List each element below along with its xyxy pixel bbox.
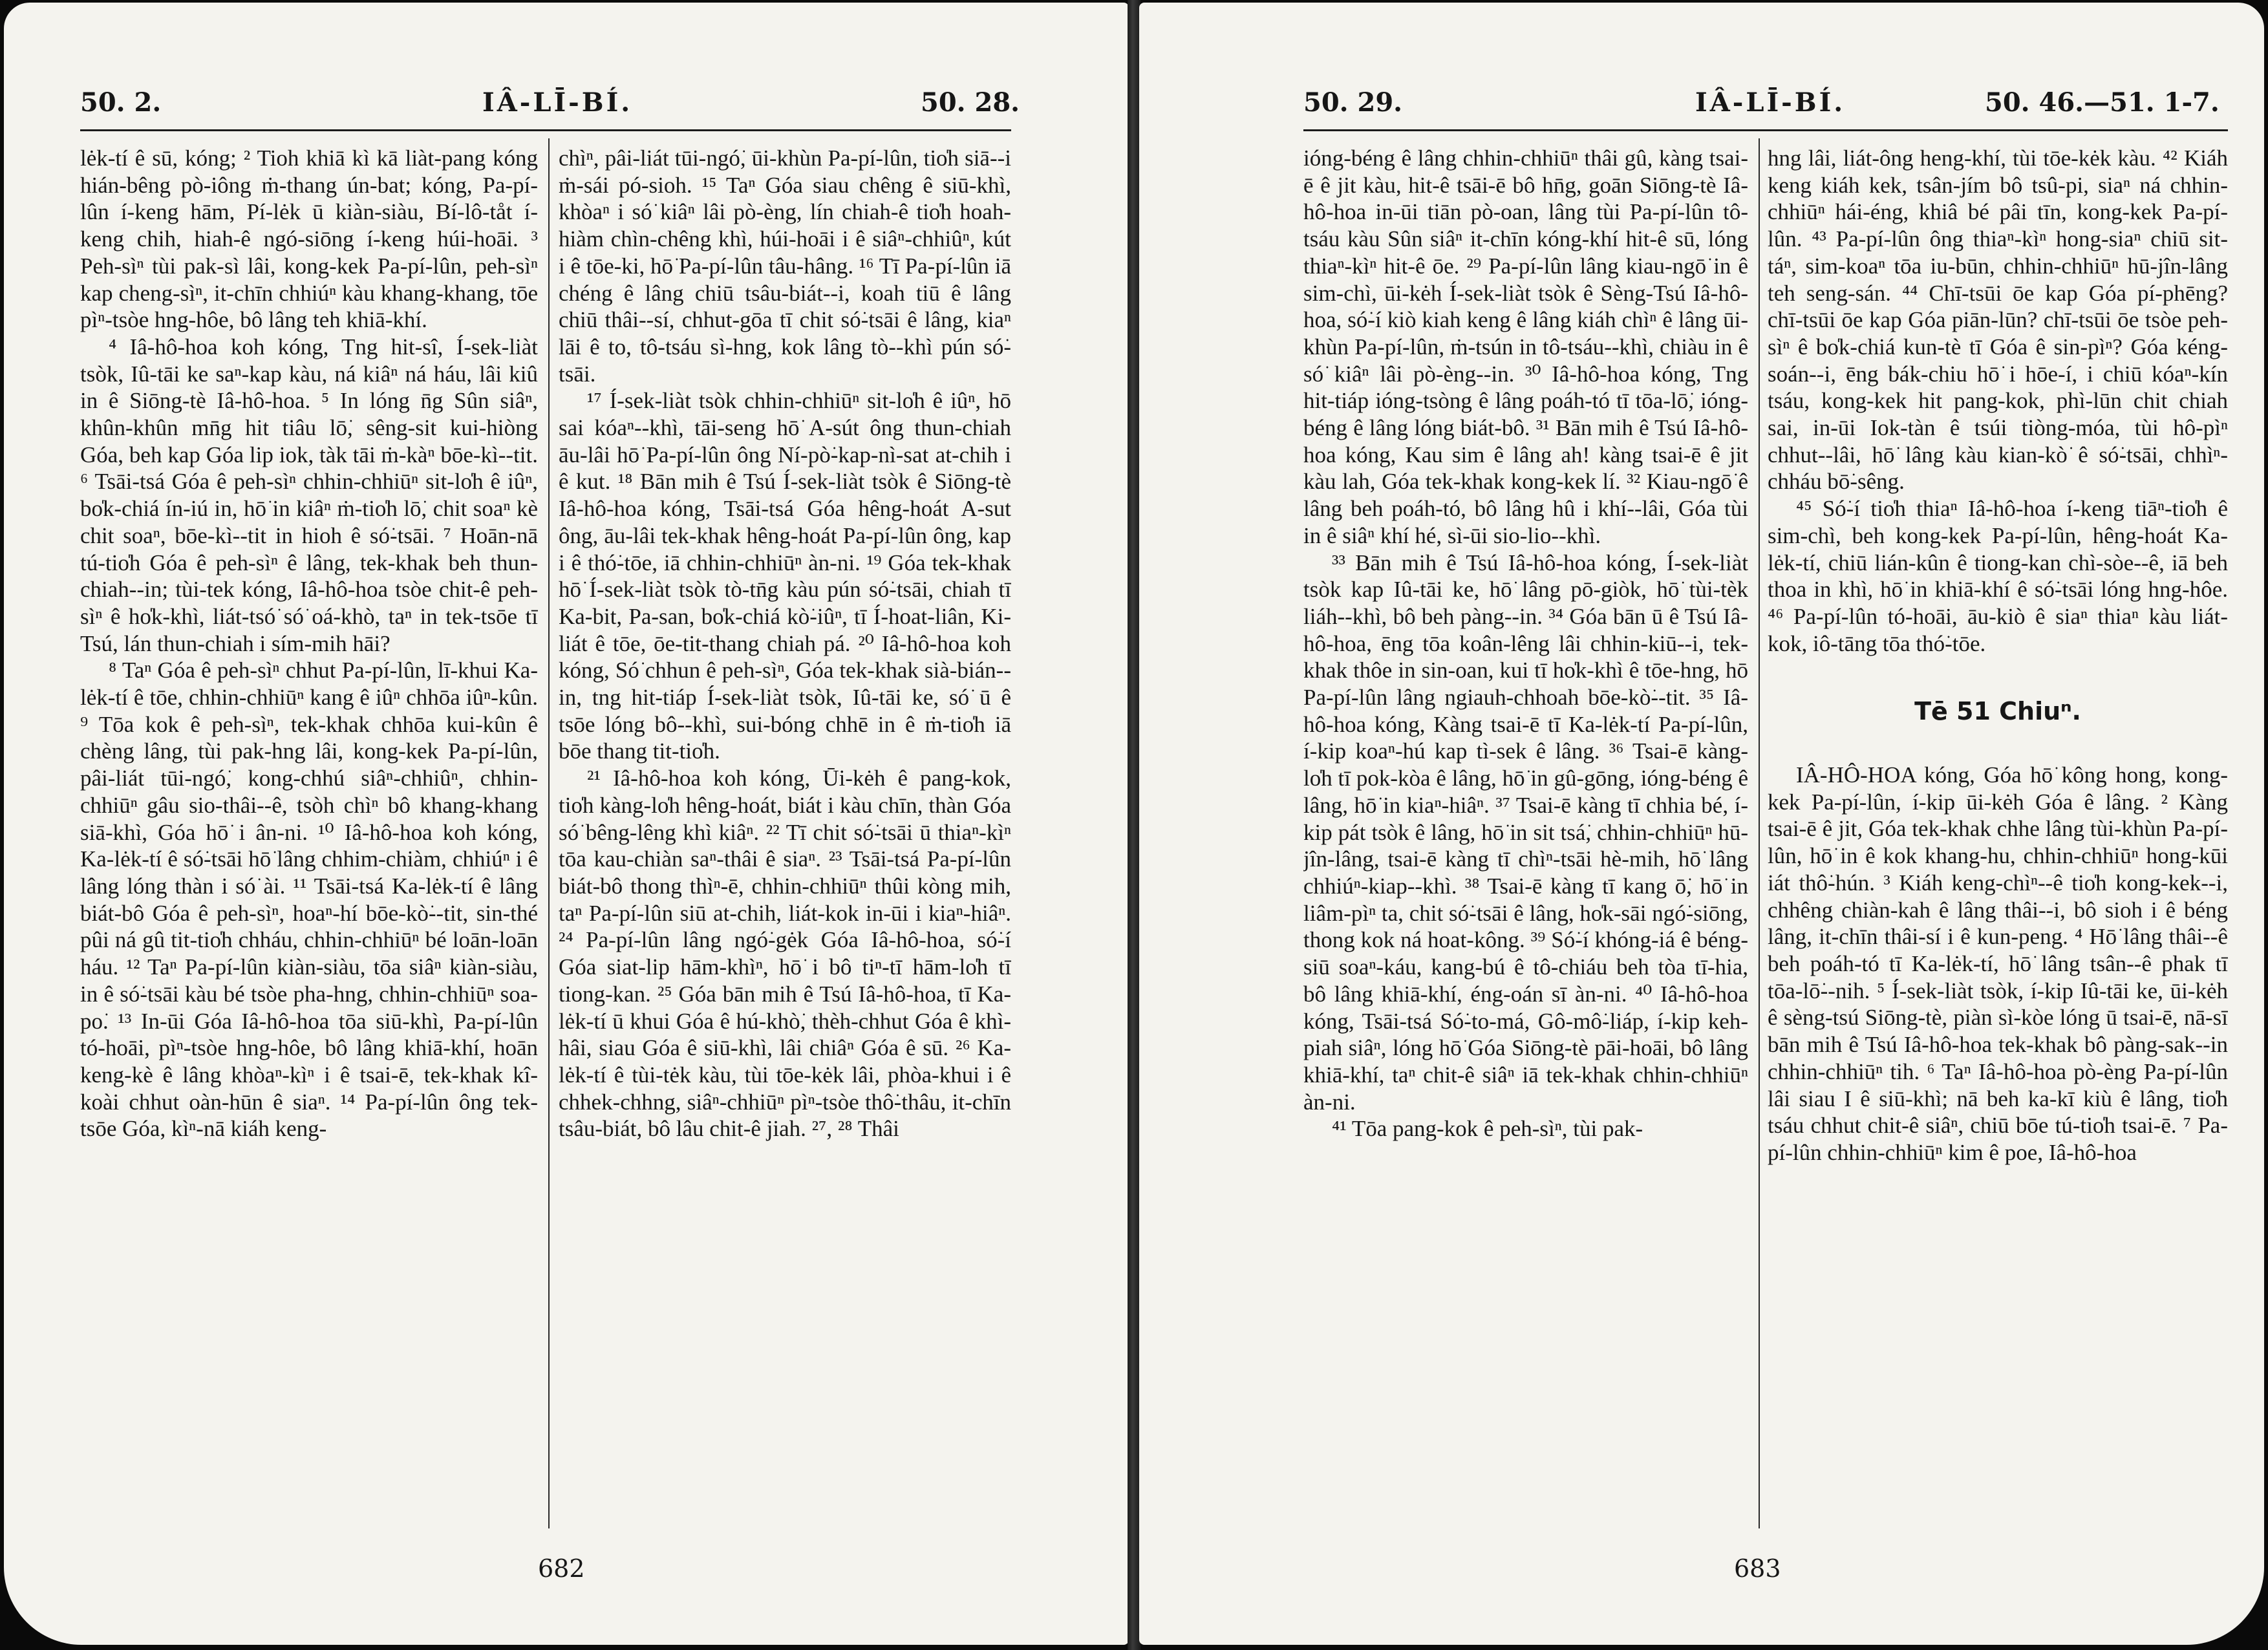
left-column-1	[80, 145, 538, 1528]
left-head-verse-end: 50. 28.	[921, 87, 1020, 118]
left-head-rule	[80, 129, 1011, 131]
right-column-1	[1303, 145, 1748, 1528]
paragraph: ⁴ Iâ-hô-hoa koh kóng, Tng hit-sî, Í-sek-liàt tsòk, Iû-tāi ke saⁿ-kap kàu, ná kiâⁿ ná háu, lâi kiû in ê Siōng-tè Iâ-hô-hoa. ⁵ In lóng n̄g Sûn siâⁿ, khûn-khûn mn̄g hit tiâu lō͘, sêng-sit kui-hiòng Góa, beh kap Góa lip iok, tàk tāi ṁ-kàⁿ bōe-kì--tit. ⁶ Tsāi-tsá Góa ê peh-sìⁿ chhin-chhiūⁿ sit-lo̍h ê iûⁿ, bo̍k-chiá ín-iú in, hō͘ in kiâⁿ ṁ-tio̍h lō͘, chit soaⁿ kè chit soaⁿ, bōe-kì--tit in hioh ê só͘-tsāi. ⁷ Hoān-nā tú-tio̍h Góa ê peh-sìⁿ ê lâng, tek-khak beh thun-chiah--in; tùi-tek kóng, Iâ-hô-hoa tsòe chit-ê peh-sìⁿ ê ho̍k-khì, liát-tsó͘ só͘ oá-khò, taⁿ in tek-tsōe tī Tsú, lán thun-chiah i sím-mih hāi?	[80, 334, 538, 656]
right-head-rule	[1303, 129, 2228, 131]
left-column-2	[559, 145, 1011, 1528]
left-column-divider	[548, 138, 550, 1528]
paragraph: ióng-béng ê lâng chhin-chhiūⁿ thâi gû, kàng tsai-ē ê jit kàu, hit-ê tsāi-ē bô hn̄g, goān Siōng-tè Iâ-hô-hoa in-ūi tiān pò-oan, lâng tùi Pa-pí-lûn tô-tsáu kàu Sûn siâⁿ it-chīn kóng-khí hit-ê sū, lóng thiaⁿ-kìⁿ hit-ê ōe. ²⁹ Pa-pí-lûn lâng kiau-ngō͘ in ê sim-chì, ūi-kėh Í-sek-liàt tsòk ê Sèng-Tsú Iâ-hô-hoa, só͘-í kiò kiah keng ê lâng kiáh chìⁿ ê lâng ūi-khùn Pa-pí-lûn, ṁ-tsún in tô-tsáu--khì, chiàu in ê só͘ kiâⁿ lâi pò-èng--in. ³⁰ Iâ-hô-hoa kóng, Tng hit-tiáp ióng-tsòng ê lâng poáh-tó tī tōa-lō͘, ióng-béng ê lâng lóng biát-bô. ³¹ Bān mih ê Tsú Iâ-hô-hoa kóng, Kau sim ê lâng ah! kàng tsai-ē ê jit kàu lah, Góa tek-khak kong-kek lí. ³² Kiau-ngō͘ ê lâng beh poáh-tó, bô lâng hû i khí--lâi, Góa tùi in ê siâⁿ khí hé, sì-ūi sio-lio--khì.	[1303, 145, 1748, 548]
right-head-title: IÂ-LĪ-BÍ.	[1695, 87, 1846, 118]
right-head-verse-start: 50. 29.	[1303, 87, 1403, 118]
paragraph: ¹⁷ Í-sek-liàt tsòk chhin-chhiūⁿ sit-lo̍h ê iûⁿ, hō͘ sai kóaⁿ--khì, tāi-seng hō͘ A-sút ông thun-chiah āu-lâi hō͘ Pa-pí-lûn ông Ní-pò͘-kap-nì-sat at-chih i ê kut. ¹⁸ Bān mih ê Tsú Í-sek-liàt tsòk ê Siōng-tè Iâ-hô-hoa kóng, Tsāi-tsá Góa hêng-hoát A-sut ông, āu-lâi tek-khak hêng-hoát Pa-pí-lûn ông, kap i ê thó͘-tōe, iā chhin-chhiūⁿ àn-ni. ¹⁹ Góa tek-khak hō͘ Í-sek-liàt tsòk tò-tn̄g kàu pún só͘-tsāi, chiah tī Ka-bit, Pa-san, bo̍k-chiá kò͘-iûⁿ, tī Í-hoat-liân, Ki-liát ê tōe, ōe-tit-thang chiah pá. ²⁰ Iâ-hô-hoa koh kóng, Só͘ chhun ê peh-sìⁿ, Góa tek-khak sià-bián--in, tng hit-tiáp Í-sek-liàt tsòk, Iû-tāi ke, só͘ ū ê tsōe lóng bô--khì, sui-bóng chhē in ê ṁ-tio̍h iā bōe thang tit-tio̍h.	[559, 388, 1011, 764]
paragraph: ³³ Bān mih ê Tsú Iâ-hô-hoa kóng, Í-sek-liàt tsòk kap Iû-tāi ke, hō͘ lâng pō-giòk, hō͘ tùi-tèk liáh--khì, bô beh pàng--in. ³⁴ Góa bān ū ê Tsú Iâ-hô-hoa, ēng tōa koân-lêng lâi chhin-kiū--i, tek-khak thôe in sin-oan, kui tī ho̍k-khì ê tōe-hng, hō͘ Pa-pí-lûn lâng ngiauh-chhoah bōe-kò͘--tit. ³⁵ Iâ-hô-hoa kóng, Kàng tsai-ē tī Ka-lėk-tí Pa-pí-lûn, í-kip koaⁿ-hú kap tì-sek ê lâng. ³⁶ Tsai-ē kàng-lo̍h tī pok-kòa ê lâng, hō͘ in gû-gōng, ióng-béng ê lâng, hō͘ in kiaⁿ-hiâⁿ. ³⁷ Tsai-ē kàng tī chhia bé, í-kip pát tsòk ê lâng, hō͘ in sit tsá͘, chhin-chhiūⁿ hū-jîn-lâng, tsai-ē kàng tī chìⁿ-tsāi hè-mih, hō͘ lâng chhiúⁿ-kiap--khì. ³⁸ Tsai-ē kàng tī kang ō͘, hō͘ in liâm-pìⁿ ta, chit só͘-tsāi ê lâng, ho̍k-sāi ngó͘-siōng, thong kok ná hoat-kông. ³⁹ Só͘-í khóng-iá ê béng-siū soaⁿ-káu, kang-bú ê tô-chiáu beh tòa tī-hia, bô lâng khiā-khí, éng-oán sī àn-ni. ⁴⁰ Iâ-hô-hoa kóng, Tsāi-tsá Só͘-to-má, Gô-mô͘-liáp, í-kip keh-piah siâⁿ, lóng hō͘ Góa Siōng-tè pāi-hoāi, bô lâng khiā-khí, taⁿ chit-ê siâⁿ iā tek-khak chhin-chhiūⁿ àn-ni.	[1303, 550, 1748, 1115]
left-page-number: 682	[538, 1554, 585, 1583]
right-page-number: 683	[1734, 1554, 1781, 1583]
right-column-2	[1768, 145, 2228, 1528]
left-page	[4, 3, 1129, 1645]
left-head-title: IÂ-LĪ-BÍ.	[482, 87, 633, 118]
paragraph: IÂ-HÔ-HOA kóng, Góa hō͘ kông hong, kong-kek Pa-pí-lûn, í-kip ūi-kėh Góa ê lâng. ² Kàng tsai-ē ê jit, Góa tek-khak chhe lâng tùi-khùn Pa-pí-lûn, hō͘ in ê kok khang-hu, chhin-chhiūⁿ hong-kūi iát thô͘-hún. ³ Kiáh keng-chìⁿ--ê tio̍h kong-kek--i, chhêng chiàn-kah ê lâng thâi--i, bô sioh i ê béng lâng, it-chīn thâi-sí i ê kun-peng. ⁴ Hō͘ lâng thâi--ê beh poáh-tó tī Ka-lėk-tí, hō͘ lâng tsân--ê phak tī tōa-lō͘--nih. ⁵ Í-sek-liàt tsòk, í-kip Iû-tāi ke, ūi-kėh ê sèng-tsú Siōng-tè, piàn sì-kòe lóng ū tsai-ē, nā-sī bān mih ê Tsú Iâ-hô-hoa tek-khak bô pàng-sak--in chhin-chhiūⁿ tih. ⁶ Taⁿ Iâ-hô-hoa pò-èng Pa-pí-lûn lâi siau I ê siū-khì; nā beh ka-kī kiù ê lâng, tio̍h tsáu chhut chit-ê siâⁿ, chiū bōe tú-tio̍h tsai-ē. ⁷ Pa-pí-lûn chhin-chhiūⁿ kim ê poe, Iâ-hô-hoa	[1768, 762, 2228, 1165]
paragraph: lėk-tí ê sū, kóng; ² Tioh khiā kì kā liàt-pang kóng hián-bêng pò-iông ṁ-thang ún-bat; kóng, Pa-pí-lûn í-keng hām, Pí-lėk ū kiàn-siàu, Bí-lô-tåt í-keng chih, hiah-ê ngó-siōng í-keng húi-hoāi. ³ Peh-sìⁿ tùi pak-sì lâi, kong-kek Pa-pí-lûn, peh-sìⁿ kap cheng-sìⁿ, it-chīn chhiúⁿ kàu khang-khang, tōe pìⁿ-tsòe hng-hôe, bô lâng teh khiā-khí.	[80, 145, 538, 333]
paragraph: ²¹ Iâ-hô-hoa koh kóng, Ūi-kėh ê pang-kok, tio̍h kàng-lo̍h hêng-hoát, biát i kàu chīn, thàn Góa só͘ bêng-lêng khì kiâⁿ. ²² Tī chit só͘-tsāi ū thiaⁿ-kìⁿ tōa kau-chiàn saⁿ-thâi ê siaⁿ. ²³ Tsāi-tsá Pa-pí-lûn biát-bô thong thìⁿ-ē, chhin-chhiūⁿ thûi kòng mih, taⁿ Pa-pí-lûn siū at-chih, liát-kok in-ūi i kiaⁿ-hiâⁿ. ²⁴ Pa-pí-lûn lâng ngó͘-gėk Góa Iâ-hô-hoa, só͘-í Góa siat-lip hām-khìⁿ, hō͘ i bô tiⁿ-tī hām-lo̍h tī tiong-kan. ²⁵ Góa bān mih ê Tsú Iâ-hô-hoa, tī Ka-lėk-tí ū khui Góa ê hú-khò͘, thèh-chhut Góa ê khì-hâi, siau Góa ê siū-khì, lâi chiâⁿ Góa ê sū. ²⁶ Ka-lėk-tí ê tùi-tėk kàu, tùi tōe-kėk lâi, phòa-khui i ê chhek-chhng, siâⁿ-chhiūⁿ pìⁿ-tsòe thô͘-thâu, it-chīn tsâu-biát, bô lâu chit-ê jiah. ²⁷, ²⁸ Thâi	[559, 766, 1011, 1142]
paragraph: ⁸ Taⁿ Góa ê peh-sìⁿ chhut Pa-pí-lûn, lī-khui Ka-lėk-tí ê tōe, chhin-chhiūⁿ kang ê iûⁿ chhōa iûⁿ-kûn. ⁹ Tōa kok ê peh-sìⁿ, tek-khak chhōa kui-kûn ê chèng lâng, tùi pak-hng lâi, kong-kek Pa-pí-lûn, pâi-liát tūi-ngó͘, kong-chhú siâⁿ-chhiûⁿ, chhin-chhiūⁿ gâu sio-thâi--ê, tsòh chìⁿ bô khang-khang siā-khì, Góa hō͘ i ân-ni. ¹⁰ Iâ-hô-hoa koh kóng, Ka-lėk-tí ê só͘-tsāi hō͘ lâng chhim-chiàm, chhiúⁿ i ê lâng lóng thàn i só͘ ài. ¹¹ Tsāi-tsá Ka-lėk-tí ê lâng biát-bô Góa ê peh-sìⁿ, hoaⁿ-hí bōe-kò͘--tit, sin-thé pûi ná gû tit-tio̍h chháu, chhin-chhiūⁿ bé loān-loān háu. ¹² Taⁿ Pa-pí-lûn kiàn-siàu, tōa siâⁿ kiàn-siàu, in ê só͘-tsāi kàu bé tsòe pha-hng, chhin-chhiūⁿ soa-po͘. ¹³ In-ūi Góa Iâ-hô-hoa tōa siū-khì, Pa-pí-lûn tó-hoāi, pìⁿ-tsòe hng-hôe, bô lâng khiā-khí, hoān keng-kè ê lâng khòaⁿ-kìⁿ i ê tsai-ē, tek-khak kî-koài chhut oàn-hūn ê siaⁿ. ¹⁴ Pa-pí-lûn ông tek-tsōe Góa, kìⁿ-nā kiáh keng-	[80, 658, 538, 1142]
right-head-verse-end: 50. 46.—51. 1-7.	[1985, 87, 2220, 118]
chapter-heading: Tē 51 Chiuⁿ.	[1914, 697, 2081, 726]
book-binding	[1128, 0, 1140, 1650]
paragraph: chìⁿ, pâi-liát tūi-ngó͘, ūi-khùn Pa-pí-lûn, tio̍h siā--i ṁ-sái pó-sioh. ¹⁵ Taⁿ Góa siau chêng ê siū-khì, khòaⁿ i só͘ kiâⁿ lâi pò-èng, lín chiah-ê tio̍h hoah-hiàm chìn-chêng khì, húi-hoāi i ê siâⁿ-chhiûⁿ, kút i ê tōe-ki, hō͘ Pa-pí-lûn tâu-hâng. ¹⁶ Tī Pa-pí-lûn iā chéng ê lâng chiū tsâu-biát--i, koah tiū ê lâng chiū thâi--sí, chhut-gōa tī chit só͘-tsāi ê lâng, kiaⁿ lāi ê to, tô-tsáu sì-hng, kok lâng tò--khì pún só͘-tsāi.	[559, 145, 1011, 387]
left-head-verse-start: 50. 2.	[80, 87, 162, 118]
paragraph: ⁴⁵ Só͘-í tio̍h thiaⁿ Iâ-hô-hoa í-keng tiāⁿ-tio̍h ê sim-chì, beh kong-kek Pa-pí-lûn, hêng-hoát Ka-lėk-tí, chiū lián-kûn ê tiong-kan chì-sòe--ê, iā beh thoa in khì, hō͘ in khiā-khí ê só͘-tsāi lóng hng-hôe. ⁴⁶ Pa-pí-lûn tó-hoāi, āu-kiò ê siaⁿ thiaⁿ kàu liát-kok, iô-tāng tōa thó͘-tōe.	[1768, 496, 2228, 656]
right-page	[1139, 3, 2264, 1645]
paragraph: hng lâi, liát-ông heng-khí, tùi tōe-kėk kàu. ⁴² Kiáh keng kiáh kek, tsân-jím bô tsû-pi, siaⁿ ná chhin-chhiūⁿ hái-éng, khiâ bé pâi tīn, kong-kek Pa-pí-lûn. ⁴³ Pa-pí-lûn ông thiaⁿ-kìⁿ hong-siaⁿ chiū sit-táⁿ, sim-koaⁿ tōa iu-būn, chhin-chhiūⁿ hū-jîn-lâng teh seng-sán. ⁴⁴ Chī-tsūi ōe kap Góa pí-phēng? chī-tsūi ōe kap Góa piān-lūn? chī-tsūi ōe tsòe peh-sìⁿ ê bo̍k-chiá kun-tè tī Góa ê sin-pìⁿ? Góa kéng-soán--i, ēng bák-chiu hō͘ i hōe-í, i chiū kóaⁿ-kín tsáu, kong-kek hit pang-kok, phì-lūn chit chiah sai, in-ūi Iok-tàn ê tsúi tiòng-móa, tùi hô-pìⁿ chhut--lâi, hō͘ lâng kàu kian-kò͘ ê só͘-tsāi, chhìⁿ-chháu bō͘-sêng.	[1768, 145, 2228, 495]
right-column-divider	[1759, 138, 1760, 1528]
paragraph: ⁴¹ Tōa pang-kok ê peh-sìⁿ, tùi pak-	[1332, 1116, 1643, 1142]
